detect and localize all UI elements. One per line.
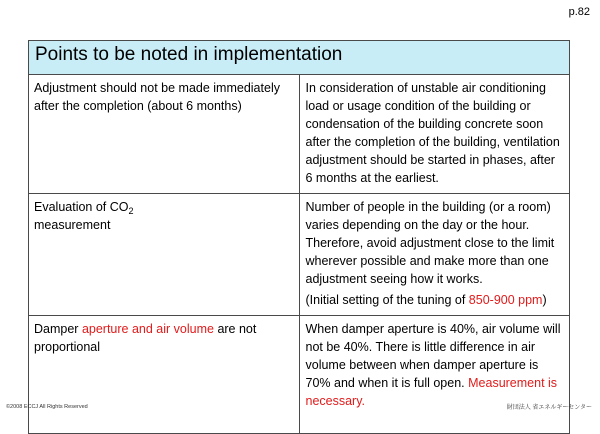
row-2-topic-text: Evaluation of CO [34, 200, 129, 214]
copyright: ©2008 ECCJ All Rights Reserved [6, 404, 88, 410]
row-2-topic-text-2: measurement [34, 218, 111, 232]
tuning-note-text: (Initial setting of the tuning of [305, 293, 469, 307]
page-number: p.82 [568, 6, 590, 18]
slide-title: Points to be noted in implementation [29, 41, 570, 75]
row-3-detail [299, 316, 570, 434]
table-row [29, 194, 570, 316]
aperture-highlight: aperture and air volume [81, 322, 214, 336]
row-2-topic [29, 194, 300, 316]
row-3-topic [29, 316, 300, 434]
row-3-topic-text: Damper [34, 322, 82, 336]
table-row [29, 75, 570, 194]
row-2-detail [299, 194, 570, 316]
row-2-detail-main: Number of people in the building (or a room) varies depending on the day or the hour. Therefore, avoid adjustment close to the limit wherever possible and make more than one adjustment seeing how it works. [305, 200, 555, 286]
tuning-note-close: ) [542, 293, 547, 307]
table-row [29, 316, 570, 434]
co2-subscript: 2 [128, 206, 134, 216]
row-3-detail-main: When damper aperture is 40%, air volume will not be 40%. There is little difference in air volume between when damper aperture is 70% and when it is full open. [305, 322, 561, 390]
org-name: 財団法人 省エネルギーセンター [506, 405, 592, 411]
title-row [29, 41, 570, 75]
row-3-topic-text-2: are not proportional [34, 322, 257, 354]
row-1-topic: Adjustment should not be made immediately after the completion (about 6 months) [29, 75, 300, 194]
row-1-detail: In consideration of unstable air conditioning load or usage condition of the building or condensation of the building concrete soon after the completion of the building, ventilation adjustment should be started in phases, after 6 months at the earliest. [299, 75, 570, 194]
notes-table [28, 40, 570, 434]
measurement-warning: Measurement is necessary. [305, 376, 558, 408]
row-2-detail-note [306, 291, 564, 309]
ppm-range: 850-900 ppm [468, 293, 543, 307]
